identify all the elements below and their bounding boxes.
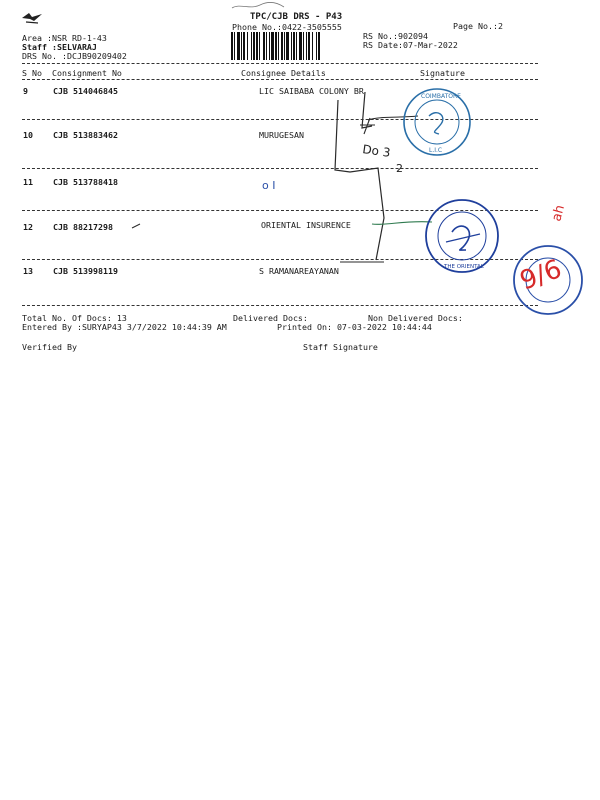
row-consignee: ORIENTAL INSURENCE bbox=[261, 220, 351, 230]
row-consignment: CJB 513883462 bbox=[53, 130, 118, 140]
ramanarayanan-seal-stamp bbox=[514, 246, 582, 314]
column-header-sno: S No bbox=[22, 68, 42, 78]
rs-date: RS Date:07-Mar-2022 bbox=[363, 40, 458, 50]
row13-handwriting: 9/6 bbox=[516, 254, 566, 297]
row10-handwriting: Do 3 bbox=[361, 142, 392, 160]
header-rule-top bbox=[22, 63, 538, 64]
row10-handwriting-sub: 2 bbox=[396, 162, 403, 175]
rs-number: RS No.:902094 bbox=[363, 31, 428, 41]
column-header-signature: Signature bbox=[420, 68, 465, 78]
top-scribble-mark bbox=[230, 0, 286, 12]
svg-text:COIMBATORE: COIMBATORE bbox=[421, 93, 461, 100]
row-divider bbox=[22, 210, 538, 211]
row-consignment: CJB 513998119 bbox=[53, 266, 118, 276]
row-divider bbox=[22, 259, 538, 260]
drs-number: DRS No. :DCJB90209402 bbox=[22, 51, 127, 61]
row-sno: 9 bbox=[23, 86, 28, 96]
row-sno: 10 bbox=[23, 130, 33, 140]
column-header-consignment: Consignment No bbox=[52, 68, 122, 78]
courier-logo-icon bbox=[20, 11, 44, 25]
header-rule-bottom bbox=[22, 79, 538, 80]
row-consignee: S RAMANAREAYANAN bbox=[259, 266, 339, 276]
row-divider bbox=[22, 119, 538, 120]
printed-on: Printed On: 07-03-2022 10:44:44 bbox=[277, 322, 432, 332]
drs-title: TPC/CJB DRS - P43 bbox=[250, 12, 343, 22]
row-consignment: CJB 88217298 bbox=[53, 222, 113, 232]
column-header-consignee: Consignee Details bbox=[241, 68, 326, 78]
staff-field: Staff :SELVARAJ bbox=[22, 42, 97, 52]
row-consignee: MURUGESAN bbox=[259, 130, 304, 140]
barcode bbox=[230, 32, 354, 60]
lic-seal-stamp bbox=[404, 89, 470, 155]
row-divider bbox=[22, 168, 538, 169]
svg-text:THE ORIENTAL: THE ORIENTAL bbox=[444, 264, 484, 270]
row-consignment: CJB 513788418 bbox=[53, 177, 118, 187]
delivered-docs: Delivered Docs: bbox=[233, 313, 308, 323]
entered-by: Entered By :SURYAP43 3/7/2022 10:44:39 AM bbox=[22, 322, 227, 332]
row-sno: 11 bbox=[23, 177, 33, 187]
row11-handwriting: o I bbox=[262, 179, 276, 192]
table-bottom-rule bbox=[22, 305, 538, 306]
row-consignee: LIC SAIBABA COLONY BR bbox=[259, 86, 364, 96]
row-sno: 13 bbox=[23, 266, 33, 276]
total-docs: Total No. Of Docs: 13 bbox=[22, 313, 127, 323]
row12-handwriting: ah bbox=[549, 203, 569, 224]
row-sno: 12 bbox=[23, 222, 33, 232]
area-field: Area :NSR RD-1-43 bbox=[22, 33, 107, 43]
verified-by: Verified By bbox=[22, 342, 77, 352]
phone-number: Phone No.:0422-3505555 bbox=[232, 22, 342, 32]
staff-signature: Staff Signature bbox=[303, 342, 378, 352]
svg-text:L.I.C: L.I.C bbox=[429, 147, 443, 154]
row-consignment: CJB 514046845 bbox=[53, 86, 118, 96]
page-number: Page No.:2 bbox=[453, 21, 503, 31]
non-delivered-docs: Non Delivered Docs: bbox=[368, 313, 463, 323]
